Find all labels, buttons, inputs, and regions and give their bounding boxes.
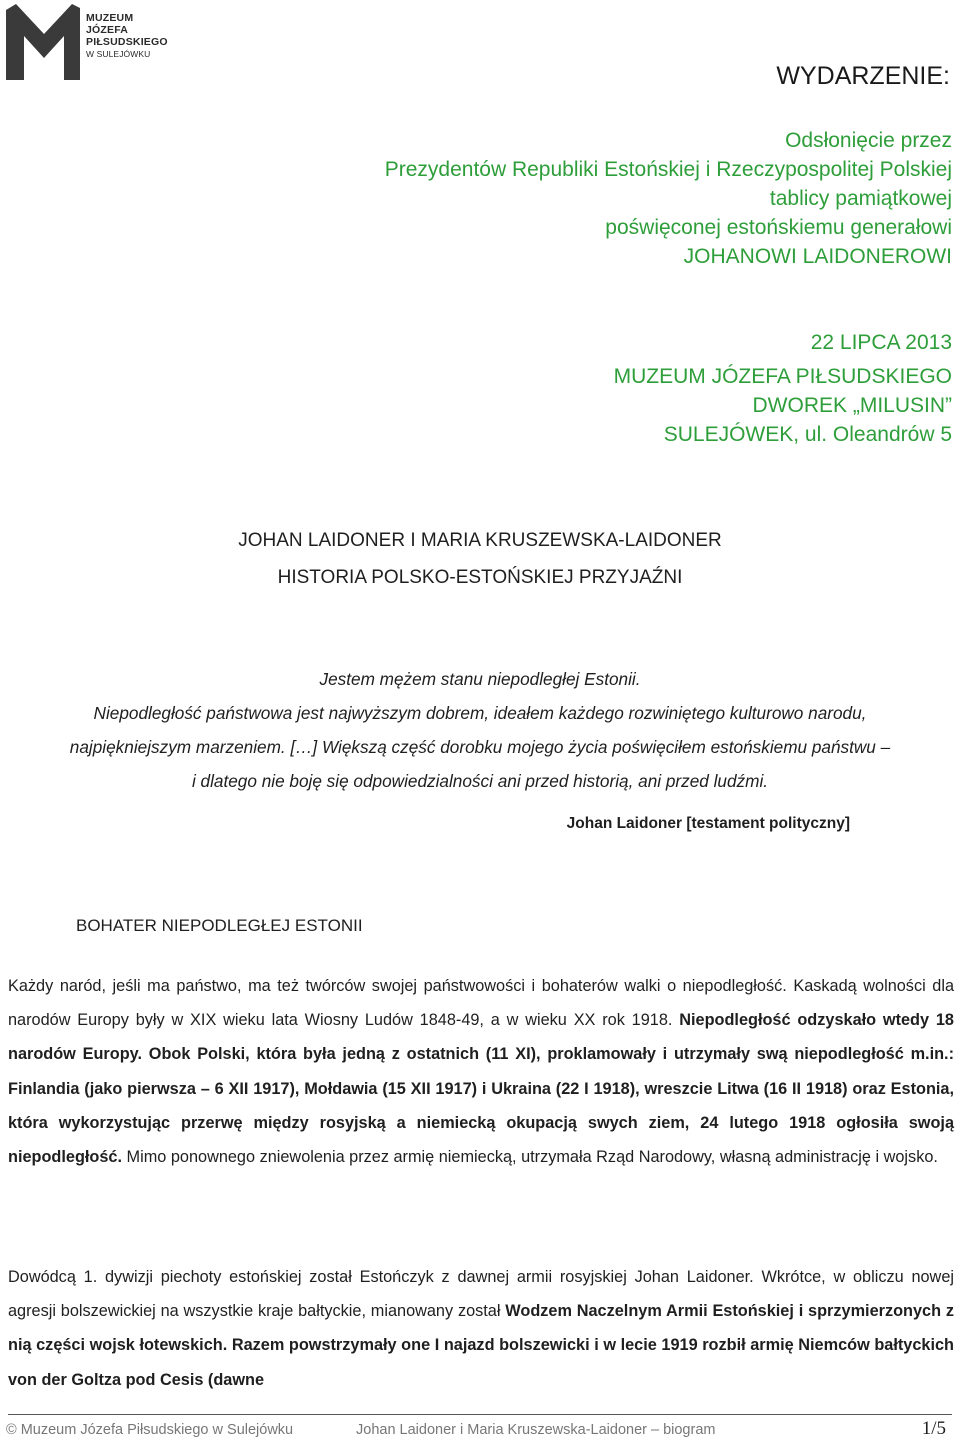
event-address: SULEJÓWEK, ul. Oleandrów 5 — [663, 423, 952, 446]
event-info — [352, 328, 952, 449]
event-title-line: Odsłonięcie przez — [785, 129, 952, 152]
quote-attribution: Johan Laidoner [testament polityczny] — [566, 815, 850, 832]
event-title-line: Prezydentów Republiki Estońskiej i Rzeczypospolitej Polskiej — [384, 158, 952, 181]
paragraph-text: Dowódcą 1. dywizji piechoty estońskiej został Estończyk z dawnej armii rosyjskiej Johan Laidoner. Wkrótce, w obliczu nowej agresji bolszewickiej na wszystkie kraje bałtyckie, mianowany został — [8, 1268, 954, 1321]
museum-logo — [6, 4, 176, 80]
footer-divider — [8, 1414, 952, 1415]
event-venue-line: DWOREK „MILUSIN” — [752, 394, 952, 417]
event-venue-line: MUZEUM JÓZEFA PIŁSUDSKIEGO — [613, 365, 952, 388]
logo-line-1: MUZEUM — [86, 12, 134, 24]
document-heading: JOHAN LAIDONER I MARIA KRUSZEWSKA-LAIDONER — [238, 530, 722, 551]
event-title — [92, 126, 952, 271]
museum-logo-text — [86, 12, 168, 60]
footer-document-title: Johan Laidoner i Maria Kruszewska-Laidoner – biogram — [356, 1422, 716, 1438]
quote-line: Jestem mężem stanu niepodległej Estonii. — [319, 669, 641, 689]
quote-block — [0, 662, 960, 798]
logo-line-3: PIŁSUDSKIEGO — [86, 36, 168, 48]
paragraph-bold-text: Niepodległość odzyskało wtedy 18 narodów Europy. Obok Polski, która była jedną z ostatnich (11 XI), proklamowały i utrzymały swą niepodległość m.in.: Finlandia (jako pierwsza – 6 XII 1917), Mołdawia (15 XII 1917) i Ukraina (22 I 1918), wreszcie Litwa (16 II 1918) oraz Estonia, która wykorzystując przerwę między rosyjską a niemiecką okupacją swych ziem, 24 lutego 1918 ogłosiła swoją niepodległość. — [8, 1011, 954, 1167]
section-heading: BOHATER NIEPODLEGŁEJ ESTONII — [76, 916, 363, 935]
paragraph-text: Mimo ponownego zniewolenia przez armię niemiecką, utrzymała Rząd Narodowy, własną administrację i wojsko. — [122, 1148, 938, 1167]
quote-line: i dlatego nie boję się odpowiedzialności ani przed historią, ani przed ludźmi. — [191, 771, 769, 791]
museum-logo-m-icon — [6, 4, 82, 80]
event-title-line: poświęconej estońskiemu generałowi — [605, 216, 952, 239]
event-label: WYDARZENIE: — [776, 62, 950, 90]
body-paragraph-2 — [8, 1260, 954, 1397]
event-title-line: JOHANOWI LAIDONEROWI — [683, 245, 952, 268]
page-footer — [6, 1420, 954, 1442]
footer-copyright: © Muzeum Józefa Piłsudskiego w Sulejówku — [6, 1422, 294, 1438]
event-date: 22 LIPCA 2013 — [810, 331, 952, 354]
body-paragraph-1 — [8, 969, 954, 1174]
logo-line-4: W SULEJÓWKU — [86, 49, 151, 59]
logo-line-2: JÓZEFA — [86, 24, 129, 36]
paragraph-bold-text: Wodzem Naczelnym Armii Estońskiej i sprzymierzonych z nią części wojsk łotewskich. Razem powstrzymały one I najazd bolszewicki i w lecie 1919 rozbił armię Niemców bałtyckich von der Goltza pod Cesis (dawne — [8, 1302, 955, 1389]
quote-line: Niepodległość państwowa jest najwyższym dobrem, ideałem każdego rozwiniętego kulturowo narodu, — [93, 703, 867, 723]
event-title-line: tablicy pamiątkowej — [769, 187, 952, 210]
paragraph-text: Każdy naród, jeśli ma państwo, ma też twórców swojej państwowości i bohaterów walki o niepodległość. Kaskadą wolności dla narodów Europy były w XIX wieku lata Wiosny Ludów 1848-49, a w wieku XX rok 1918. — [8, 977, 954, 1030]
quote-line: najpiękniejszym marzeniem. […] Większą część dorobku mojego życia poświęciłem estońskiemu państwu – — [69, 737, 891, 757]
page-number: 1/5 — [921, 1418, 946, 1439]
document-subheading: HISTORIA POLSKO-ESTOŃSKIEJ PRZYJAŹNI — [277, 567, 683, 588]
